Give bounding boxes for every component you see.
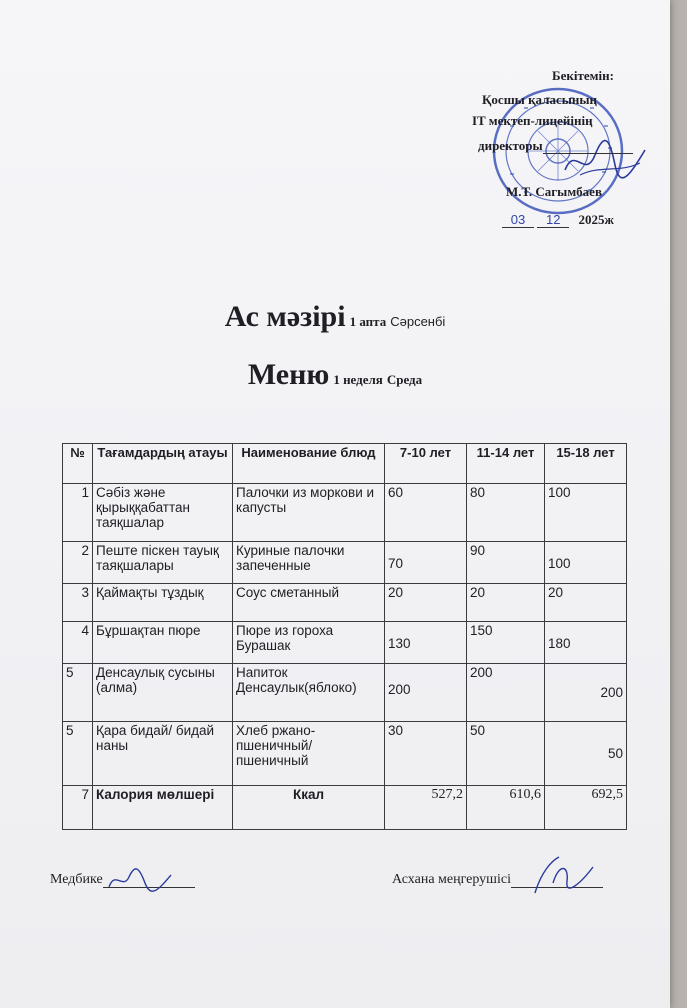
row-15-18: 692,5 (545, 786, 627, 830)
row-11-14: 90 (467, 542, 545, 584)
approval-line2: IT мектеп-лицейінің (472, 113, 593, 128)
header-kz: Тағамдардың атауы (93, 444, 233, 484)
table-row (63, 484, 627, 542)
row-kz: Пеште піскен тауық таяқшалары (93, 542, 233, 584)
approval-name: М.Т. Сагымбаев (506, 184, 602, 199)
approval-line3 (478, 138, 633, 154)
row-7-10: 200 (385, 664, 467, 722)
header-num: № (63, 444, 93, 484)
row-num: 7 (63, 786, 93, 830)
row-num: 4 (63, 622, 93, 664)
row-ru: Напиток Денсаулык(яблоко) (233, 664, 385, 722)
approval-line1: Қосшы қаласының (482, 92, 598, 107)
row-7-10: 130 (385, 622, 467, 664)
header-15-18: 15-18 лет (545, 444, 627, 484)
row-num: 1 (63, 484, 93, 542)
table-row (63, 584, 627, 622)
row-ru: Палочки из моркови и капусты (233, 484, 385, 542)
row-ru: Соус сметанный (233, 584, 385, 622)
footer-nurse (50, 872, 195, 888)
title-ru (0, 358, 670, 392)
row-ru: Хлеб ржано-пшеничный/ пшеничный (233, 722, 385, 786)
row-kz: Денсаулық сусыны (алма) (93, 664, 233, 722)
row-7-10: 70 (385, 542, 467, 584)
title-ru-main: Меню (247, 358, 330, 391)
approval-director: директоры (478, 138, 543, 153)
table-row (63, 664, 627, 722)
row-11-14: 20 (467, 584, 545, 622)
row-11-14: 150 (467, 622, 545, 664)
footer-canteen-label: Асхана меңгерушісі (392, 872, 511, 887)
canteen-signature-icon (529, 853, 599, 897)
footer-canteen (392, 872, 603, 888)
title-kz (0, 300, 670, 334)
row-7-10: 30 (385, 722, 467, 786)
approval-day: 03 (502, 212, 534, 228)
row-11-14: 80 (467, 484, 545, 542)
row-7-10: 20 (385, 584, 467, 622)
title-ru-sub: 1 неделя (333, 372, 383, 387)
row-num: 5 (63, 722, 93, 786)
row-kz: Сәбіз және қырыққабаттан таяқшалар (93, 484, 233, 542)
row-kz: Бұршақтан пюре (93, 622, 233, 664)
row-num: 2 (63, 542, 93, 584)
row-num: 3 (63, 584, 93, 622)
header-ru: Наименование блюд (233, 444, 385, 484)
row-ru: Ккал (233, 786, 385, 830)
table-row (63, 722, 627, 786)
approval-title: Бекітемін: (552, 68, 614, 83)
table-row (63, 622, 627, 664)
footer-nurse-label: Медбике (50, 872, 103, 887)
row-ru: Пюре из гороха Бурашак (233, 622, 385, 664)
nurse-signature-icon (105, 865, 175, 895)
header-7-10: 7-10 лет (385, 444, 467, 484)
row-kz: Қаймақты тұздық (93, 584, 233, 622)
approval-date (502, 212, 614, 228)
title-kz-main: Ас мәзірі (224, 300, 346, 333)
row-15-18: 100 (545, 484, 627, 542)
row-ru: Куриные палочки запеченные (233, 542, 385, 584)
row-11-14: 610,6 (467, 786, 545, 830)
title-kz-day: Сәрсенбі (390, 314, 446, 329)
menu-table (62, 443, 627, 830)
row-15-18: 200 (545, 664, 627, 722)
row-11-14: 50 (467, 722, 545, 786)
approval-month: 12 (537, 212, 569, 228)
row-7-10: 527,2 (385, 786, 467, 830)
row-num: 5 (63, 664, 93, 722)
table-row (63, 542, 627, 584)
header-11-14: 11-14 лет (467, 444, 545, 484)
table-row (63, 786, 627, 830)
table-header-row (63, 444, 627, 484)
row-15-18: 20 (545, 584, 627, 622)
row-15-18: 50 (545, 722, 627, 786)
row-kz: Қара бидай/ бидай наны (93, 722, 233, 786)
title-kz-sub: 1 апта (349, 314, 387, 329)
title-ru-day: Среда (386, 372, 423, 387)
row-11-14: 200 (467, 664, 545, 722)
row-15-18: 100 (545, 542, 627, 584)
row-kz: Калория мөлшері (93, 786, 233, 830)
approval-year: 2025ж (578, 212, 614, 227)
row-7-10: 60 (385, 484, 467, 542)
row-15-18: 180 (545, 622, 627, 664)
